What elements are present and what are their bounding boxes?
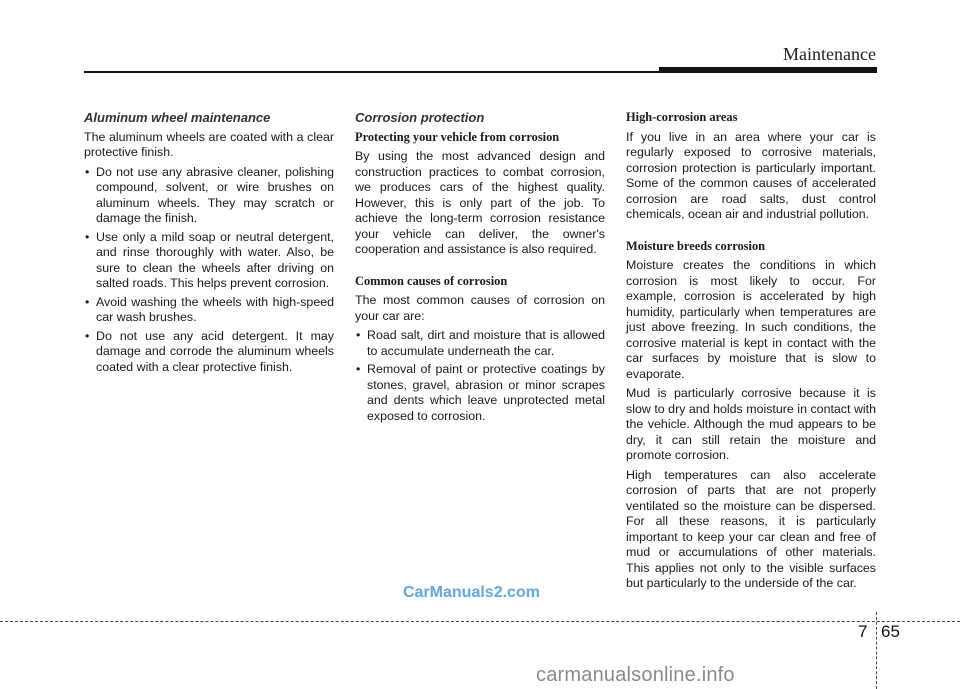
list-item: • Use only a mild soap or neutral detergent, and rinse thoroughly with water. Also, be sure to clean the wheels after driving on salted roads. This helps prevent corrosion. <box>84 230 334 292</box>
list-item: • Do not use any abrasive cleaner, polishing compound, solvent, or wire brushes on aluminum wheels. They may scratch or damage the finish. <box>84 165 334 227</box>
header-rule-thick <box>659 67 877 73</box>
page-number: 65 <box>881 622 900 641</box>
high-corrosion-paragraph: If you live in an area where your car is regularly exposed to corrosive materials, corrosion protection is particularly important. Some of the common causes of accelerated corrosion are road salts, dust control chemicals, ocean air and industrial pollution. <box>626 129 876 221</box>
aluminum-wheel-bullets <box>84 165 334 376</box>
list-item: • Avoid washing the wheels with high-speed car wash brushes. <box>84 295 334 326</box>
common-causes-bullets <box>355 328 605 424</box>
mud-paragraph: Mud is particularly corrosive because it is slow to dry and holds moisture in contact with the vehicle. Although the mud appears to be dry, it can still retain the moisture and promote corrosion. <box>626 386 876 462</box>
protecting-vehicle-paragraph: By using the most advanced design and construction practices to combat corrosion, we produces cars of the highest quality. However, this is only part of the job. To achieve the long-term corrosion resistance your vehicle can deliver, the owner's cooperation and assistance is also required. <box>355 149 605 256</box>
common-causes-subheading: Common causes of corrosion <box>355 273 508 288</box>
moisture-subheading: Moisture breeds corrosion <box>626 238 766 253</box>
corrosion-protection-heading: Corrosion protection <box>355 110 485 125</box>
watermark-logo: CarManuals2.com <box>403 584 540 601</box>
protecting-vehicle-subheading: Protecting your vehicle from corrosion <box>355 129 560 144</box>
section-title: Maintenance <box>783 44 876 64</box>
high-corrosion-subheading: High-corrosion areas <box>626 110 738 124</box>
column-3 <box>626 110 876 596</box>
chapter-number: 7 <box>858 622 868 641</box>
page-number-divider <box>876 612 877 689</box>
column-1 <box>84 110 334 379</box>
footer-divider <box>0 621 960 622</box>
header-rule-thin <box>84 71 659 73</box>
high-temperature-paragraph: High temperatures can also accelerate corrosion of parts that are not properly ventilated so the moisture can be dispersed. For all these reasons, it is particularly important to keep your car clean and free of mud or accumulations of other materials. This applies not only to the visible surfaces but particularly to the underside of the car. <box>626 467 876 590</box>
moisture-paragraph: Moisture creates the conditions in which corrosion is most likely to occur. For example, corrosion is accelerated by high humidity, particularly when temperatures are just above freezing. In such conditions, the corrosive material is kept in contact with the car surfaces by moisture that is slow to evaporate. <box>626 258 876 381</box>
list-item: • Removal of paint or protective coatings by stones, gravel, abrasion or minor scrapes and dents which leave unprotected metal exposed to corrosion. <box>355 362 605 424</box>
aluminum-wheel-intro: The aluminum wheels are coated with a clear protective finish. <box>84 129 334 159</box>
list-item: • Do not use any acid detergent. It may damage and corrode the aluminum wheels coated with a clear protective finish. <box>84 329 334 376</box>
watermark-site: carmanualsonline.info <box>536 664 735 686</box>
list-item: • Road salt, dirt and moisture that is allowed to accumulate underneath the car. <box>355 328 605 359</box>
column-2 <box>355 110 605 428</box>
common-causes-paragraph: The most common causes of corrosion on your car are: <box>355 293 605 323</box>
aluminum-wheel-heading: Aluminum wheel maintenance <box>84 110 271 125</box>
